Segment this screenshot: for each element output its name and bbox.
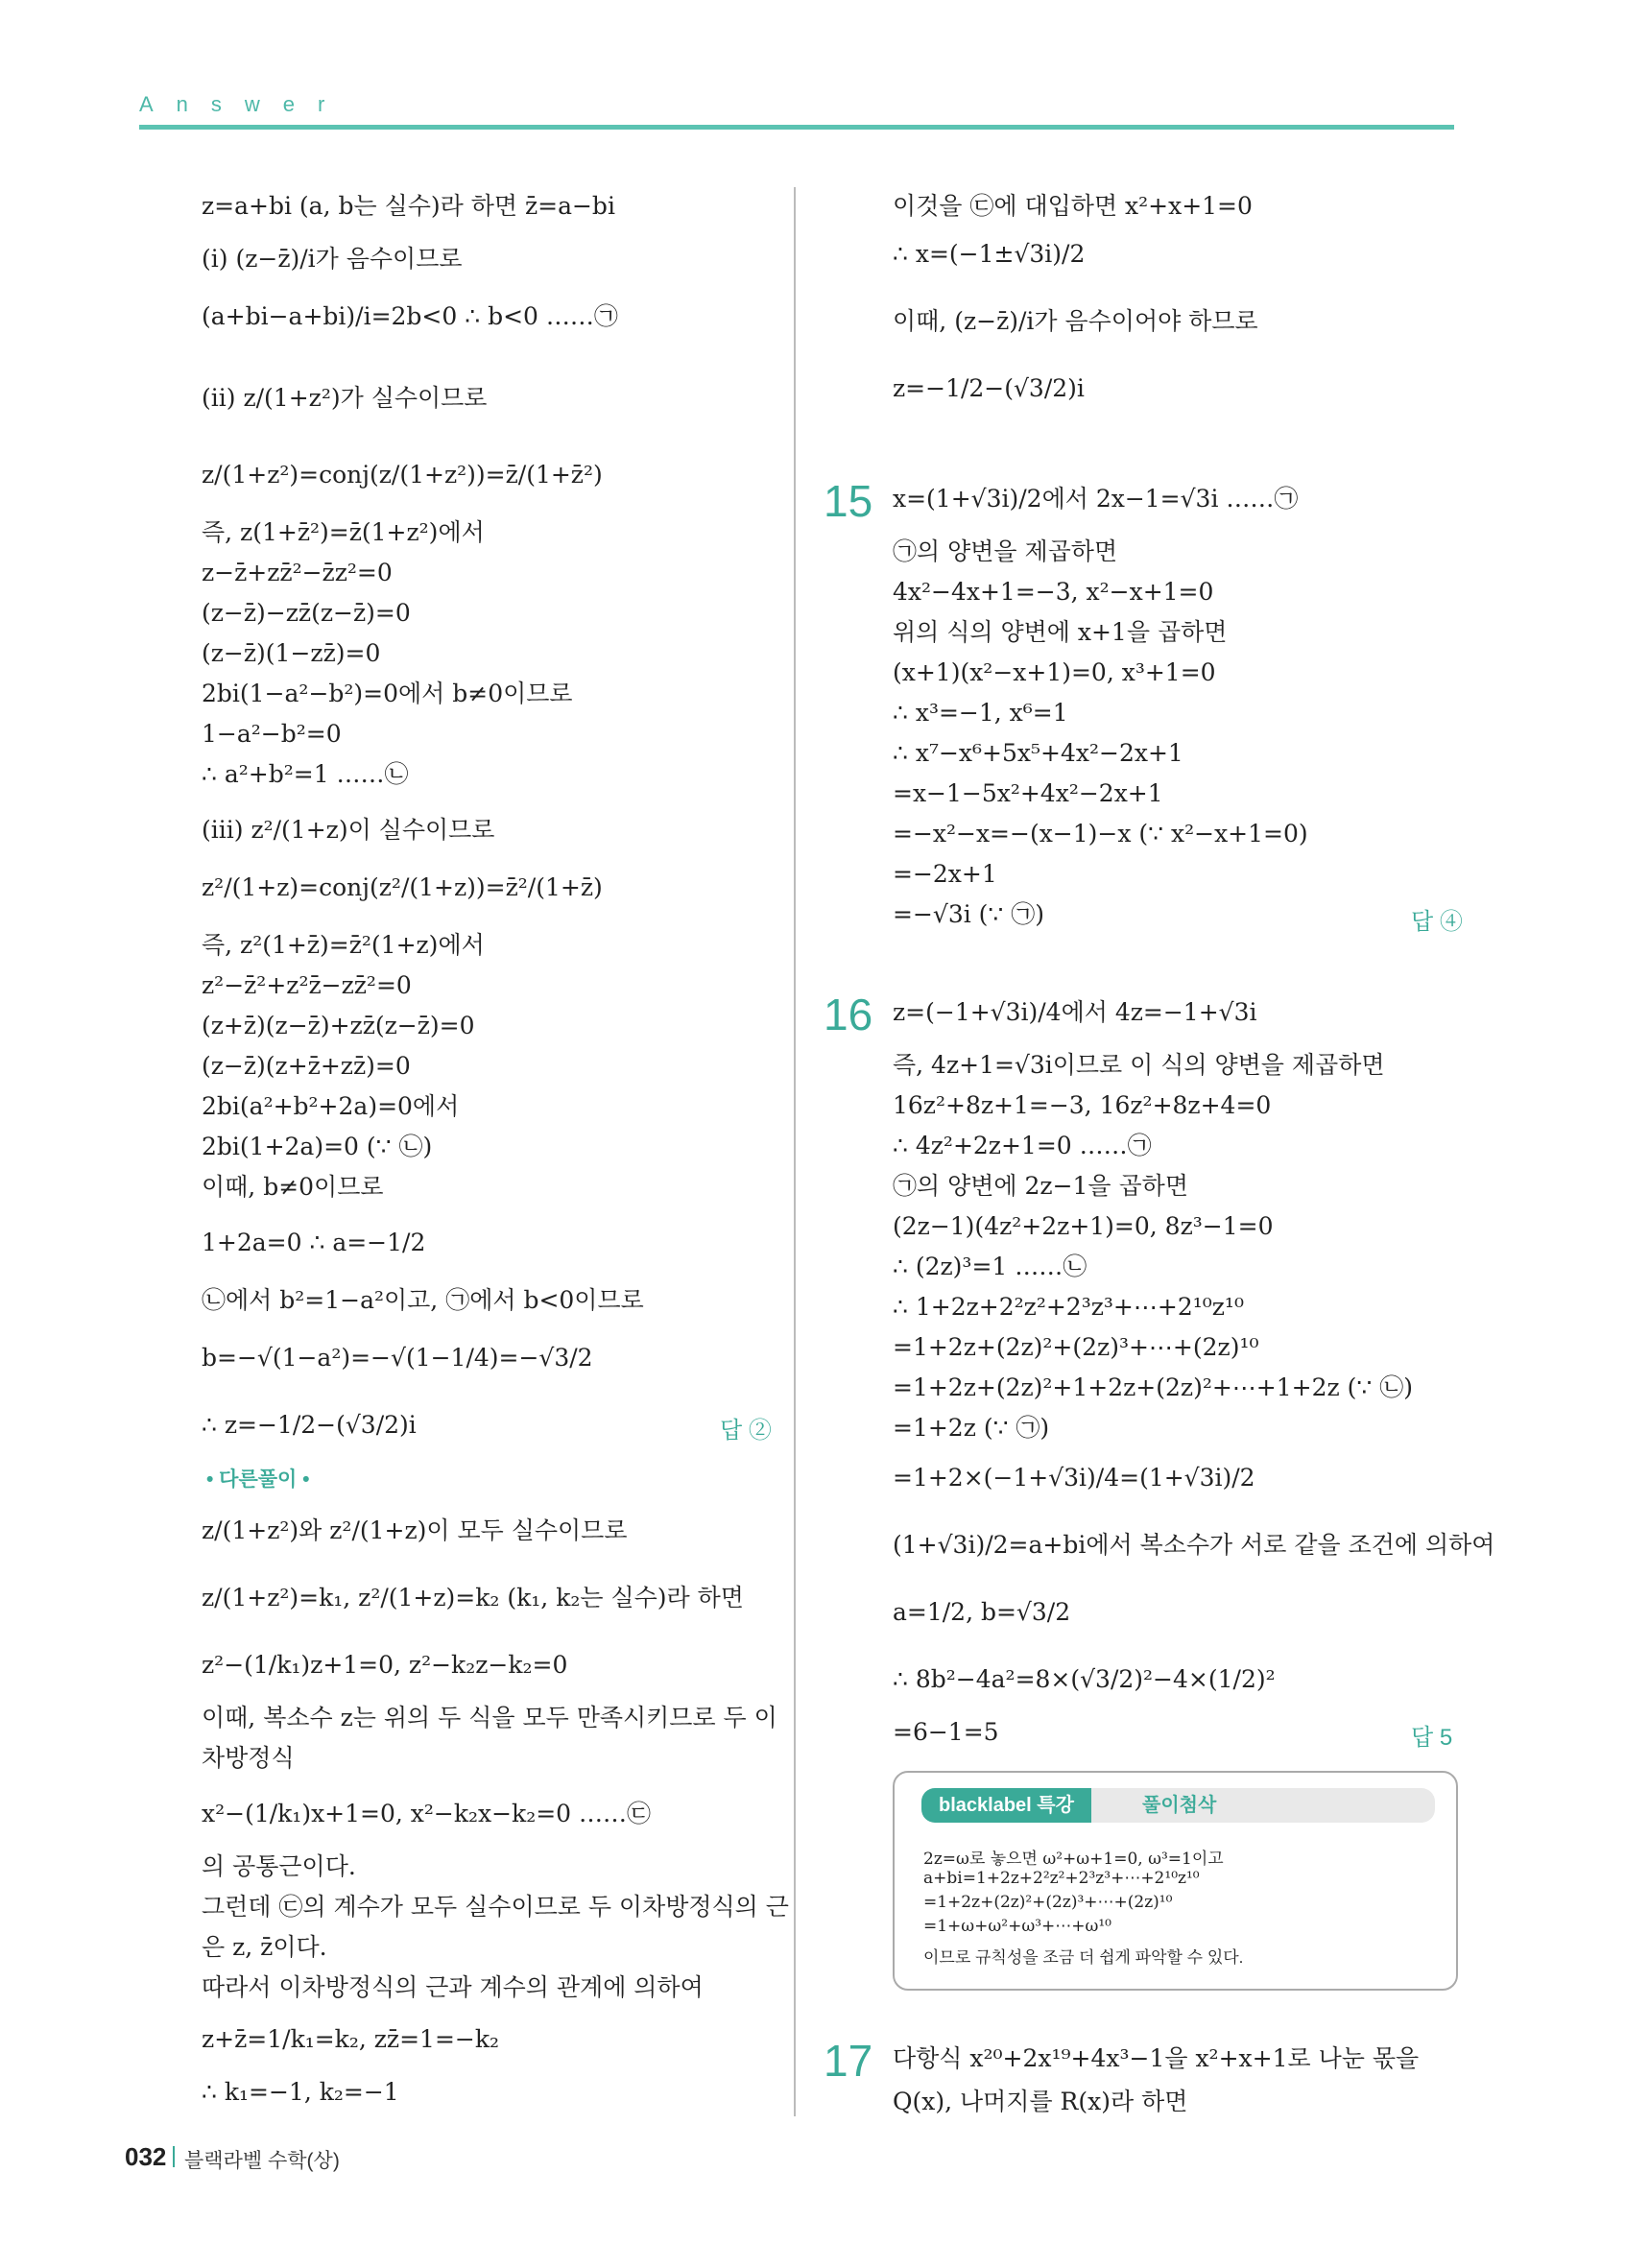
left-line: 은 z, z̄이다. [202,1933,327,1961]
left-line: z=a+bi (a, b는 실수)라 하면 z̄=a−bi [202,192,615,220]
note-line: =1+2z+(2z)²+(2z)³+⋯+(2z)¹⁰ [923,1893,1173,1912]
q16-line: ∴ 1+2z+2²z²+2³z³+⋯+2¹⁰z¹⁰ [893,1293,1244,1321]
blacklabel-note-box [893,1771,1458,1991]
right-line: ∴ x=(−1±√3i)/2 [893,240,1086,268]
header-rule [139,125,1454,130]
answer-label: 답 5 [1411,1725,1453,1751]
q15-line: =−2x+1 [893,860,997,888]
note-line: 이므로 규칙성을 조금 더 쉽게 파악할 수 있다. [923,1948,1244,1967]
left-line: 1−a²−b²=0 [202,720,342,748]
q15-line: x=(1+√3i)/2에서 2x−1=√3i ……㉠ [893,485,1299,513]
right-line: 이때, (z−z̄)/i가 음수이어야 하므로 [893,307,1258,335]
q16-line: =6−1=5 [893,1718,999,1746]
left-line: 이때, 복소수 z는 위의 두 식을 모두 만족시키므로 두 이 [202,1704,777,1731]
footer-divider [173,2146,175,2167]
header-answer-label: Answer [139,92,348,116]
left-line: 즉, z²(1+z̄)=z̄²(1+z)에서 [202,931,485,959]
left-line: z²−(1/k₁)z+1=0, z²−k₂z−k₂=0 [202,1651,568,1679]
left-line: 2bi(a²+b²+2a)=0에서 [202,1092,460,1120]
right-line: 이것을 ㉢에 대입하면 x²+x+1=0 [893,192,1253,220]
left-line: z²−z̄²+z²z̄−zz̄²=0 [202,971,412,999]
q15-line: =−x²−x=−(x−1)−x (∵ x²−x+1=0) [893,820,1308,848]
left-line: ∴ z=−1/2−(√3/2)i [202,1411,417,1439]
q15-line: 4x²−4x+1=−3, x²−x+1=0 [893,578,1214,606]
left-line: 즉, z(1+z̄²)=z̄(1+z²)에서 [202,518,485,546]
left-line: z/(1+z²)=conj(z/(1+z²))=z̄/(1+z̄²) [202,461,603,489]
q16-line: ㉠의 양변에 2z−1을 곱하면 [893,1172,1188,1200]
note-line: 2z=ω로 놓으면 ω²+ω+1=0, ω³=1이고 [923,1850,1224,1869]
left-line: (z−z̄)(1−zz̄)=0 [202,639,381,667]
q16-line: =1+2z+(2z)²+1+2z+(2z)²+⋯+1+2z (∵ ㉡) [893,1373,1413,1401]
left-line: z+z̄=1/k₁=k₂, zz̄=1=−k₂ [202,2025,500,2053]
q16-line: =1+2z+(2z)²+(2z)³+⋯+(2z)¹⁰ [893,1333,1259,1361]
q15-line: ∴ x⁷−x⁶+5x⁵+4x²−2x+1 [893,739,1183,767]
question-number: 17 [824,2036,873,2086]
question-number: 15 [824,476,873,526]
left-line: 1+2a=0 ∴ a=−1/2 [202,1229,426,1256]
blacklabel-title: 풀이첨삭 [1142,1795,1217,1816]
q16-line: ∴ 4z²+2z+1=0 ……㉠ [893,1132,1152,1159]
q15-line: ∴ x³=−1, x⁶=1 [893,699,1068,727]
q16-line: ∴ (2z)³=1 ……㉡ [893,1253,1087,1280]
left-line: (ii) z/(1+z²)가 실수이므로 [202,384,488,412]
right-line: z=−1/2−(√3/2)i [893,374,1085,402]
left-line: (i) (z−z̄)/i가 음수이므로 [202,245,463,273]
left-line: z/(1+z²)와 z²/(1+z)이 모두 실수이므로 [202,1516,628,1544]
answer-label: 답 ② [720,1418,772,1444]
answer-label: 답 ④ [1411,909,1463,935]
column-divider [794,187,796,2116]
note-line: =1+ω+ω²+ω³+⋯+ω¹⁰ [923,1917,1111,1936]
alt-solution-label: • 다른풀이 • [206,1468,310,1491]
q15-line: =x−1−5x²+4x²−2x+1 [893,779,1163,807]
q17-line: 다항식 x²⁰+2x¹⁹+4x³−1을 x²+x+1로 나눈 몫을 [893,2044,1420,2072]
left-line: z−z̄+zz̄²−z̄z²=0 [202,559,393,586]
left-line: 2bi(1−a²−b²)=0에서 b≠0이므로 [202,680,573,707]
q16-line: (1+√3i)/2=a+bi에서 복소수가 서로 같을 조건에 의하여 [893,1531,1495,1559]
q16-line: a=1/2, b=√3/2 [893,1598,1071,1626]
book-title: 블랙라벨 수학(상) [184,2150,340,2172]
q15-line: 위의 식의 양변에 x+1을 곱하면 [893,618,1228,646]
q16-line: ∴ 8b²−4a²=8×(√3/2)²−4×(1/2)² [893,1665,1276,1693]
q15-line: ㉠의 양변을 제곱하면 [893,537,1118,565]
left-line: (z+z̄)(z−z̄)+zz̄(z−z̄)=0 [202,1012,475,1039]
left-line: (a+bi−a+bi)/i=2b<0 ∴ b<0 ……㉠ [202,302,618,330]
left-line: 따라서 이차방정식의 근과 계수의 관계에 의하여 [202,1973,704,2001]
page-number: 032 [125,2142,167,2171]
left-line: ∴ k₁=−1, k₂=−1 [202,2078,399,2106]
left-line: 그런데 ㉢의 계수가 모두 실수이므로 두 이차방정식의 근 [202,1893,789,1921]
blacklabel-note-header [921,1788,1435,1823]
left-line: 차방정식 [202,1744,295,1772]
q16-line: (2z−1)(4z²+2z+1)=0, 8z³−1=0 [893,1212,1274,1240]
blacklabel-tag: blacklabel 특강 [921,1788,1091,1823]
left-line: 이때, b≠0이므로 [202,1173,384,1201]
left-line: 2bi(1+2a)=0 (∵ ㉡) [202,1133,433,1160]
q16-line: 즉, 4z+1=√3i이므로 이 식의 양변을 제곱하면 [893,1051,1385,1079]
q15-line: =−√3i (∵ ㉠) [893,900,1045,928]
q15-line: (x+1)(x²−x+1)=0, x³+1=0 [893,658,1216,686]
left-line: ㉡에서 b²=1−a²이고, ㉠에서 b<0이므로 [202,1286,644,1314]
left-line: x²−(1/k₁)x+1=0, x²−k₂x−k₂=0 ……㉢ [202,1800,652,1827]
left-line: (z−z̄)(z+z̄+zz̄)=0 [202,1052,411,1080]
note-line: a+bi=1+2z+2²z²+2³z³+⋯+2¹⁰z¹⁰ [923,1869,1200,1888]
left-line: z/(1+z²)=k₁, z²/(1+z)=k₂ (k₁, k₂는 실수)라 하면 [202,1584,744,1611]
left-line: b=−√(1−a²)=−√(1−1/4)=−√3/2 [202,1344,593,1372]
left-line: ∴ a²+b²=1 ……㉡ [202,760,409,788]
left-line: z²/(1+z)=conj(z²/(1+z))=z̄²/(1+z̄) [202,873,603,901]
left-line: (z−z̄)−zz̄(z−z̄)=0 [202,599,411,627]
left-line: 의 공통근이다. [202,1852,356,1880]
question-number: 16 [824,990,873,1039]
q16-line: =1+2×(−1+√3i)/4=(1+√3i)/2 [893,1464,1255,1492]
q16-line: 16z²+8z+1=−3, 16z²+8z+4=0 [893,1091,1272,1119]
left-line: (iii) z²/(1+z)이 실수이므로 [202,816,495,844]
q17-line: Q(x), 나머지를 R(x)라 하면 [893,2088,1188,2115]
q16-line: z=(−1+√3i)/4에서 4z=−1+√3i [893,998,1257,1026]
q16-line: =1+2z (∵ ㉠) [893,1414,1050,1442]
